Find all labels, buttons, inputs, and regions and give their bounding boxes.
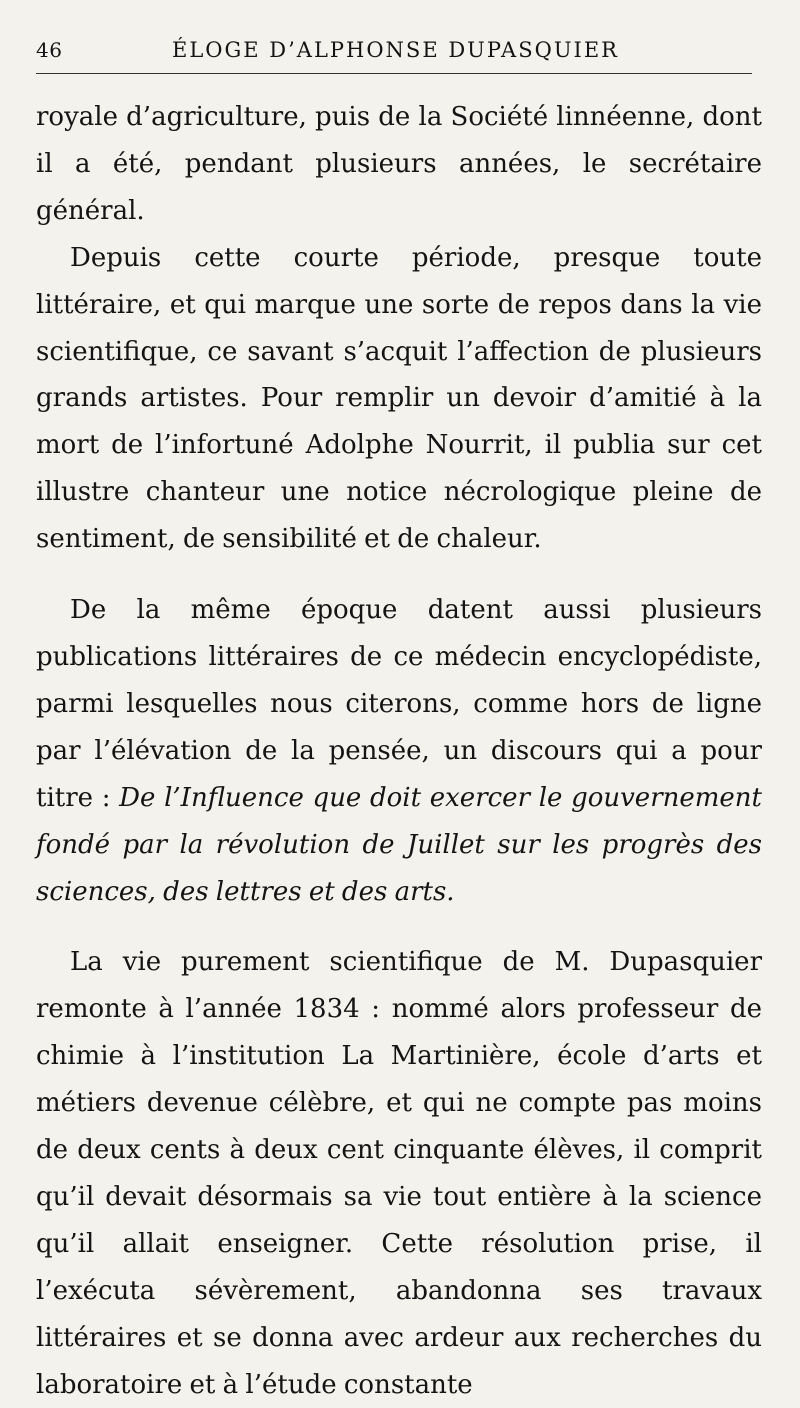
header-rule	[36, 73, 752, 74]
running-title: ÉLOGE D’ALPHONSE DUPASQUIER	[172, 38, 619, 62]
page-number: 46	[36, 38, 63, 62]
paragraph-1: royale d’agriculture, puis de la Société linnéenne, dont il a été, pendant plusieurs années, le secrétaire général.	[36, 102, 762, 226]
publication-title: De l’Influence que doit exercer le gouvernement fondé par la révolution de Juillet sur les progrès des sciences, des lettres et des arts.	[36, 782, 762, 907]
paragraph-2: Depuis cette courte période, presque toute littéraire, et qui marque une sorte de repos dans la vie scientifique, ce savant s’acquit l’affection de plusieurs grands artistes. Pour remplir un devoir d’amitié à la mort de l’infortuné Adolphe Nourrit, il publia sur cet illustre chanteur une notice nécrologique pleine de sentiment, de sensibilité et de chaleur.	[36, 242, 762, 555]
paragraph-3-text: De la même époque datent aussi plusieurs publications littéraires de ce médecin encyclopédiste, parmi lesquelles nous citerons, comme hors de ligne par l’élévation de la pensée, un discours qui a pour titre :	[36, 595, 762, 813]
paragraph-3	[36, 587, 762, 915]
paragraph-4: La vie purement scientifique de M. Dupasquier remonte à l’année 1834 : nommé alors professeur de chimie à l’institution La Martinière, école d’arts et métiers devenue célèbre, et qui ne compte pas moins de deux cents à deux cent cinquante élèves, il comprit qu’il devait désormais sa vie tout entière à la science qu’il allait enseigner. Cette résolution prise, il l’exécuta sévèrement, abandonna ses travaux littéraires et se donna avec ardeur aux recherches du laboratoire et à l’étude constante	[36, 947, 762, 1400]
running-head	[36, 30, 752, 64]
body-text	[36, 94, 762, 1408]
